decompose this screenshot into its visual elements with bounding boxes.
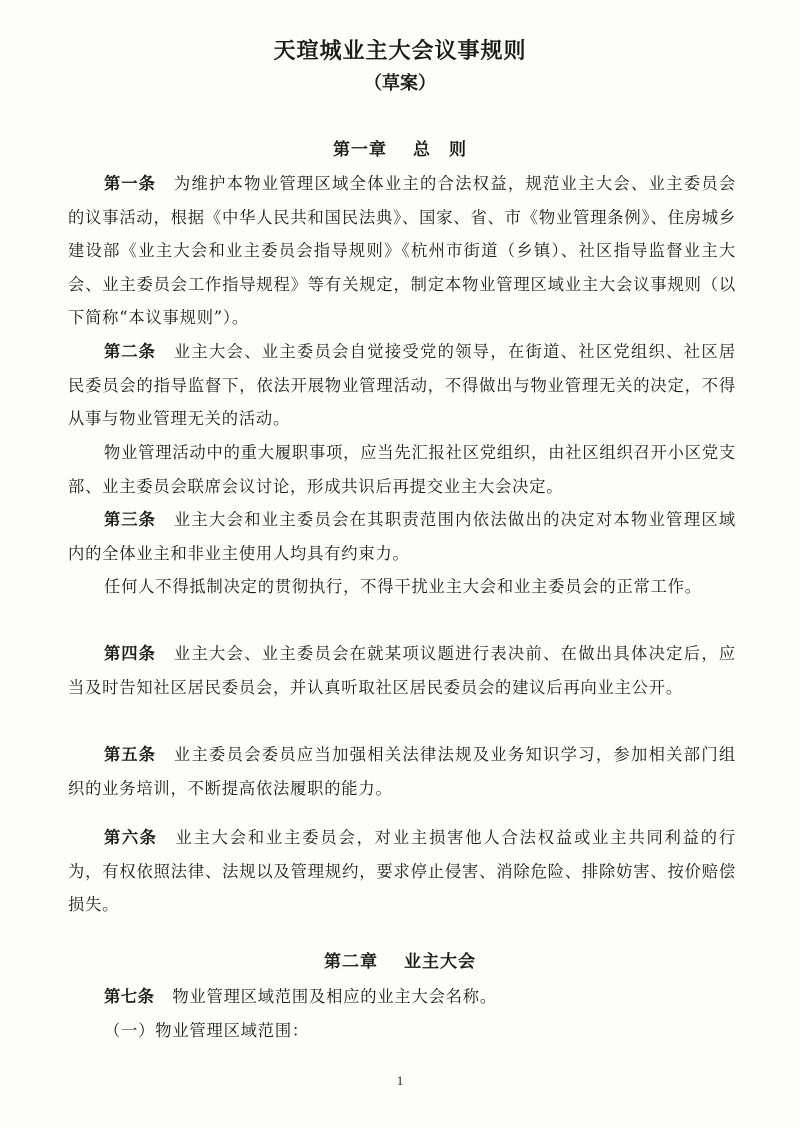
- article-label: 第二条: [104, 342, 156, 361]
- chapter-heading-2: [0, 950, 800, 974]
- article-label: 第六条: [104, 828, 158, 847]
- chapter-label: 第一章: [333, 140, 387, 160]
- article-label: 第七条: [104, 987, 155, 1006]
- body-paragraph: [68, 570, 736, 604]
- paragraph-text: 任何人不得抵制决定的贯彻执行，不得干扰业主大会和业主委员会的正常工作。: [104, 577, 702, 596]
- article-label: 第四条: [104, 644, 156, 663]
- article-text: 业主委员会委员应当加强相关法律法规及业务知识学习，参加相关部门组织的业务培训，不断提高依法履职的能力。: [68, 745, 736, 798]
- article-paragraph: [68, 821, 736, 922]
- article-text: 物业管理区域范围及相应的业主大会名称。: [172, 987, 497, 1006]
- article-paragraph: [68, 503, 736, 570]
- article-paragraph: [68, 335, 736, 436]
- chapter-name: 总 则: [413, 140, 467, 160]
- body-paragraph: [68, 1014, 736, 1048]
- article-text: 为维护本物业管理区域全体业主的合法权益，规范业主大会、业主委员会的议事活动，根据《中华人民共和国民法典》、国家、省、市《物业管理条例》、住房城乡建设部《业主大会和业主委员会指导规则》《杭州市街道（乡镇）、社区指导监督业主大会、业主委员会工作指导规程》等有关规定，制定本物业管理区域业主大会议事规则（以下简称“本议事规则”）。: [68, 174, 736, 328]
- article-text: 业主大会、业主委员会自觉接受党的领导，在街道、社区党组织、社区居民委员会的指导监督下，依法开展物业管理活动，不得做出与物业管理无关的决定，不得从事与物业管理无关的活动。: [68, 342, 736, 429]
- chapter-heading-1: [0, 138, 800, 162]
- paragraph-text: （一）物业管理区域范围：: [104, 1021, 309, 1040]
- document-title: 天瑄城业主大会议事规则: [273, 39, 527, 64]
- chapter-name: 业主大会: [404, 952, 476, 972]
- document-subtitle: （草案）: [364, 73, 436, 94]
- chapter-label: 第二章: [324, 952, 378, 972]
- page-number: 1: [396, 1073, 404, 1088]
- article-label: 第三条: [104, 510, 156, 529]
- article-paragraph: [68, 738, 736, 805]
- article-text: 业主大会、业主委员会在就某项议题进行表决前、在做出具体决定后，应当及时告知社区居民委员会，并认真听取社区居民委员会的建议后再向业主公开。: [68, 644, 736, 697]
- article-paragraph: [68, 167, 736, 335]
- article-label: 第一条: [104, 174, 156, 193]
- body-paragraph: [68, 436, 736, 503]
- article-text: 业主大会和业主委员会在其职责范围内依法做出的决定对本物业管理区域内的全体业主和非业主使用人均具有约束力。: [68, 510, 736, 563]
- paragraph-text: 物业管理活动中的重大履职事项，应当先汇报社区党组织，由社区组织召开小区党支部、业主委员会联席会议讨论，形成共识后再提交业主大会决定。: [68, 443, 737, 496]
- article-text: 业主大会和业主委员会，对业主损害他人合法权益或业主共同利益的行为，有权依照法律、法规以及管理规约，要求停止侵害、消除危险、排除妨害、按价赔偿损失。: [68, 828, 736, 915]
- article-paragraph: [68, 980, 736, 1014]
- article-label: 第五条: [104, 745, 156, 764]
- article-paragraph: [68, 637, 736, 704]
